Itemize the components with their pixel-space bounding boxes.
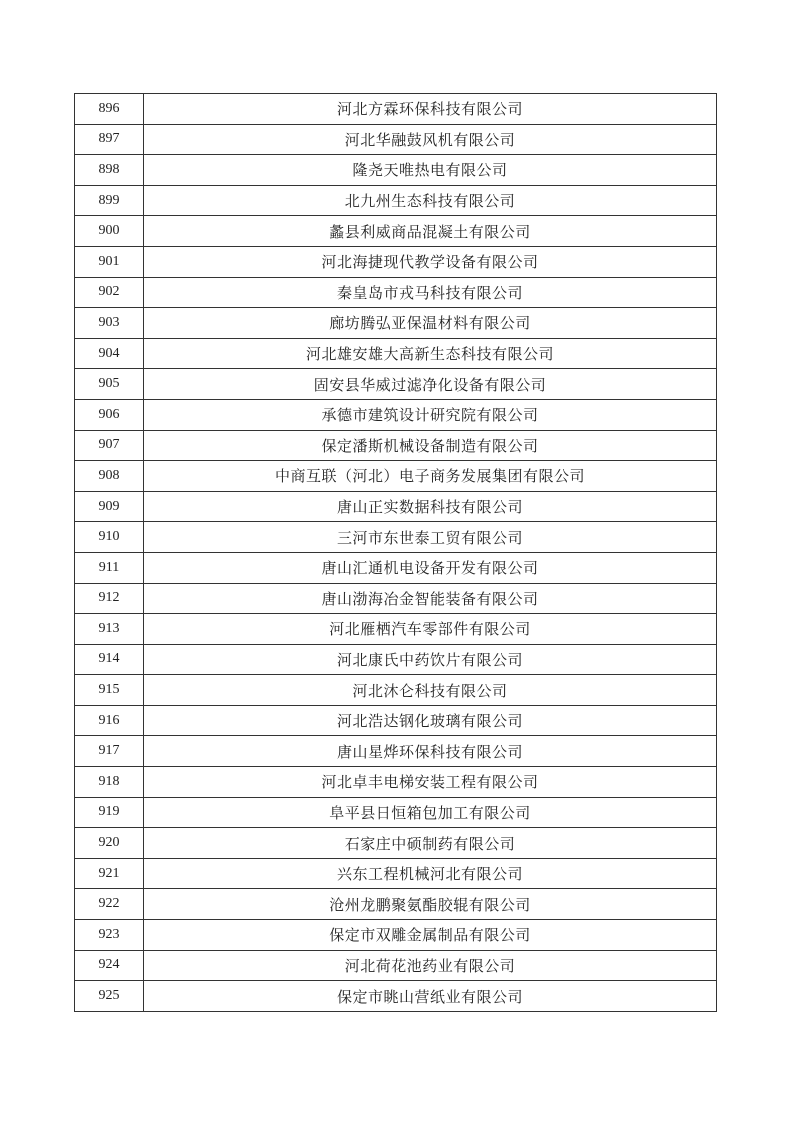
row-number-cell: 910 (75, 522, 144, 553)
row-number-cell: 900 (75, 216, 144, 247)
row-number-cell: 906 (75, 399, 144, 430)
company-list-table (74, 93, 717, 1012)
row-number-cell: 923 (75, 920, 144, 951)
company-name-cell: 唐山星烨环保科技有限公司 (144, 736, 717, 767)
company-name-cell: 保定市眺山营纸业有限公司 (144, 981, 717, 1012)
row-number-cell: 921 (75, 858, 144, 889)
row-number-cell: 917 (75, 736, 144, 767)
row-number-cell: 919 (75, 797, 144, 828)
row-number-cell: 924 (75, 950, 144, 981)
row-number-cell: 920 (75, 828, 144, 859)
company-name-cell: 石家庄中硕制药有限公司 (144, 828, 717, 859)
company-name-cell: 河北雁栖汽车零部件有限公司 (144, 614, 717, 645)
table-row (75, 552, 717, 583)
row-number-cell: 909 (75, 491, 144, 522)
row-number-cell: 911 (75, 552, 144, 583)
table-row (75, 889, 717, 920)
row-number-cell: 912 (75, 583, 144, 614)
company-name-cell: 三河市东世泰工贸有限公司 (144, 522, 717, 553)
row-number-cell: 903 (75, 308, 144, 339)
company-name-cell: 河北雄安雄大高新生态科技有限公司 (144, 338, 717, 369)
row-number-cell: 902 (75, 277, 144, 308)
company-name-cell: 唐山汇通机电设备开发有限公司 (144, 552, 717, 583)
company-name-cell: 秦皇岛市戎马科技有限公司 (144, 277, 717, 308)
table-row (75, 614, 717, 645)
table-body (75, 94, 717, 1012)
company-name-cell: 沧州龙鹏聚氨酯胶辊有限公司 (144, 889, 717, 920)
row-number-cell: 925 (75, 981, 144, 1012)
row-number-cell: 908 (75, 461, 144, 492)
company-name-cell: 廊坊腾弘亚保温材料有限公司 (144, 308, 717, 339)
company-name-cell: 固安县华威过滤净化设备有限公司 (144, 369, 717, 400)
company-name-cell: 北九州生态科技有限公司 (144, 185, 717, 216)
row-number-cell: 898 (75, 155, 144, 186)
company-name-cell: 河北荷花池药业有限公司 (144, 950, 717, 981)
table-row (75, 491, 717, 522)
row-number-cell: 914 (75, 644, 144, 675)
row-number-cell: 916 (75, 705, 144, 736)
table-row (75, 705, 717, 736)
company-name-cell: 保定市双雕金属制品有限公司 (144, 920, 717, 951)
table-row (75, 644, 717, 675)
table-row (75, 950, 717, 981)
table-row (75, 124, 717, 155)
table-row (75, 858, 717, 889)
table-row (75, 216, 717, 247)
row-number-cell: 913 (75, 614, 144, 645)
company-name-cell: 唐山渤海冶金智能装备有限公司 (144, 583, 717, 614)
row-number-cell: 901 (75, 246, 144, 277)
row-number-cell: 915 (75, 675, 144, 706)
row-number-cell: 904 (75, 338, 144, 369)
table-row (75, 155, 717, 186)
row-number-cell: 896 (75, 94, 144, 125)
table-row (75, 185, 717, 216)
company-name-cell: 河北华融鼓风机有限公司 (144, 124, 717, 155)
company-name-cell: 河北沐仑科技有限公司 (144, 675, 717, 706)
table-row (75, 828, 717, 859)
table-row (75, 797, 717, 828)
company-name-cell: 唐山正实数据科技有限公司 (144, 491, 717, 522)
row-number-cell: 905 (75, 369, 144, 400)
table-row (75, 675, 717, 706)
row-number-cell: 907 (75, 430, 144, 461)
company-name-cell: 兴东工程机械河北有限公司 (144, 858, 717, 889)
company-name-cell: 阜平县日恒箱包加工有限公司 (144, 797, 717, 828)
table-row (75, 736, 717, 767)
table-row (75, 246, 717, 277)
company-name-cell: 河北方霖环保科技有限公司 (144, 94, 717, 125)
table-row (75, 981, 717, 1012)
table-row (75, 461, 717, 492)
table-row (75, 399, 717, 430)
company-name-cell: 河北海捷现代教学设备有限公司 (144, 246, 717, 277)
company-name-cell: 承德市建筑设计研究院有限公司 (144, 399, 717, 430)
company-name-cell: 河北康氏中药饮片有限公司 (144, 644, 717, 675)
table-row (75, 369, 717, 400)
table-row (75, 583, 717, 614)
table-row (75, 308, 717, 339)
table-row (75, 430, 717, 461)
company-name-cell: 中商互联（河北）电子商务发展集团有限公司 (144, 461, 717, 492)
row-number-cell: 918 (75, 767, 144, 798)
company-name-cell: 蠡县利威商品混凝土有限公司 (144, 216, 717, 247)
row-number-cell: 897 (75, 124, 144, 155)
company-name-cell: 保定潘斯机械设备制造有限公司 (144, 430, 717, 461)
row-number-cell: 899 (75, 185, 144, 216)
table-row (75, 94, 717, 125)
company-name-cell: 河北浩达钢化玻璃有限公司 (144, 705, 717, 736)
table-row (75, 522, 717, 553)
row-number-cell: 922 (75, 889, 144, 920)
table-row (75, 767, 717, 798)
table-row (75, 920, 717, 951)
company-name-cell: 隆尧天唯热电有限公司 (144, 155, 717, 186)
company-name-cell: 河北卓丰电梯安装工程有限公司 (144, 767, 717, 798)
table-row (75, 277, 717, 308)
table-row (75, 338, 717, 369)
